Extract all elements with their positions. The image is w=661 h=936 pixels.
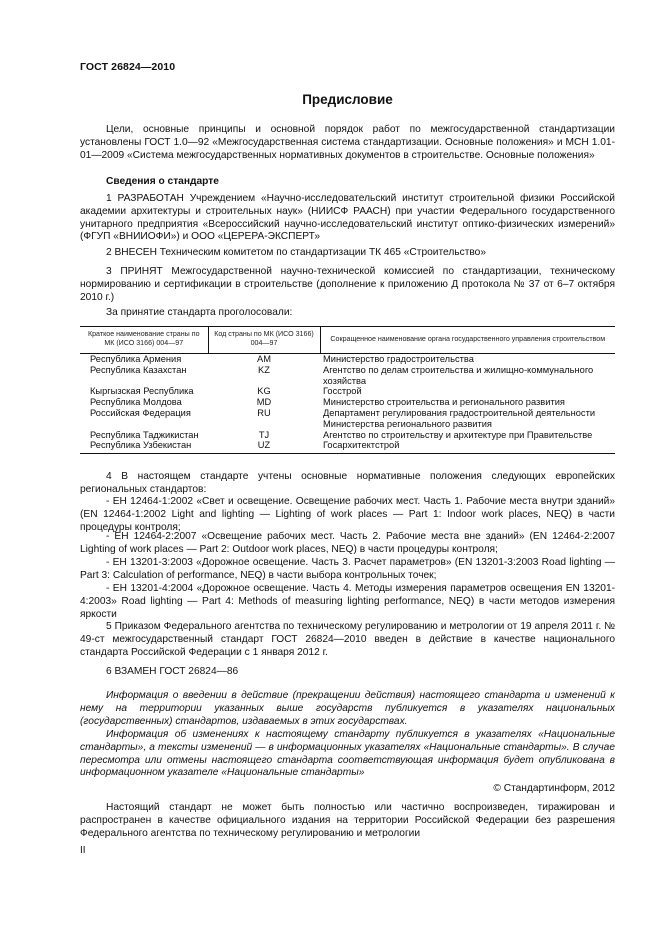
item-4: 4 В настоящем стандарте учтены основные нормативные положения следующих европейских региональных стандартов: xyxy=(80,471,615,495)
intro-paragraph: Цели, основные принципы и основной порядок работ по межгосударственной стандартизации установлены ГОСТ 1.0—92 «Межгосударственная система стандартизации. Основные положения» и МСН 1.01-01—2009 «Система межгосударственных нормативных документов в строительстве. Основные положения» xyxy=(80,124,615,161)
table-row xyxy=(80,397,615,408)
header-country-name: Краткое наименование страны по МК (ИСО 3166) 004—97 xyxy=(80,327,208,354)
page-title: Предисловие xyxy=(302,92,393,107)
states-table xyxy=(80,326,615,454)
country-code: UZ xyxy=(208,440,320,453)
authority-name: Министерство градостроительства xyxy=(323,354,474,364)
reproduction-notice: Настоящий стандарт не может быть полностью или частично воспроизведен, тиражирован и распространен в качестве официального издания на территории Российской Федерации без разрешения Федерального агентства по техническому регулированию и метрологии xyxy=(80,802,615,839)
header-authority: Сокращенное наименование органа государственного управления строительством xyxy=(320,327,615,354)
item-5: 5 Приказом Федерального агентства по техническому регулированию и метрологии от 19 апреля 2011 г. № 49-ст межгосударственный стандарт ГОСТ 26824—2010 введен в действие в качестве национального стандарта Российской Федерации с 1 января 2012 г. xyxy=(80,621,615,658)
vote-line: За принятие стандарта проголосовали: xyxy=(106,307,293,318)
country-code: AM xyxy=(257,354,271,364)
authority-name: Министерство строительства и регионального развития xyxy=(323,397,565,408)
country-name: Республика Узбекистан xyxy=(80,440,208,453)
authority-name: Департамент регулирования градостроительной деятельности Министерства регионального развития xyxy=(323,407,596,429)
item-4-list-item: - ЕН 12464-1:2002 «Свет и освещение. Освещение рабочих мест. Часть 1. Рабочие места внутри зданий» (EN 12464-1:2002 Light and lighting — Lighting of work places — Part 1: Indoor work places, NEQ) в части процедуры контроля; xyxy=(80,496,615,533)
page-number: II xyxy=(80,845,86,856)
table-row xyxy=(80,354,615,365)
table-row xyxy=(80,430,615,441)
country-code: TJ xyxy=(258,429,270,440)
copyright: © Стандартинформ, 2012 xyxy=(493,783,615,794)
item-4-list-item: - ЕН 12464-2:2007 «Освещение рабочих мест. Часть 2. Рабочие места вне зданий» (EN 12464-2:2007 Lighting of work places — Part 2: Outdoor work places, NEQ) в части процедуры контроля; xyxy=(80,531,615,555)
authority-name: Госархитектстрой xyxy=(320,440,615,453)
country-code: KG xyxy=(257,386,271,397)
country-name: Республика Таджикистан xyxy=(90,429,199,440)
doc-code: ГОСТ 26824—2010 xyxy=(80,61,176,73)
country-code: MD xyxy=(256,397,272,408)
country-name: Республика Молдова xyxy=(90,397,182,408)
header-country-code: Код страны по МК (ИСО 3166) 004—97 xyxy=(208,327,320,354)
item-6: 6 ВЗАМЕН ГОСТ 26824—86 xyxy=(106,666,239,677)
table-row xyxy=(80,440,615,453)
country-name: Республика Казахстан xyxy=(90,364,187,375)
item-1: 1 РАЗРАБОТАН Учреждением «Научно-исследовательский институт строительной физики Российской академии архитектуры и строительных наук» (НИИСФ РААСН) при участии Федерального государственного унитарного предприятия «Всероссийский научно-исследовательский институт оптико-физических измерений» (ФГУП «ВНИИОФИ») и ООО «ЦЕРЕРА-ЭКСПЕРТ» xyxy=(80,193,615,243)
table-row xyxy=(80,365,615,387)
item-2: 2 ВНЕСЕН Техническим комитетом по стандартизации ТК 465 «Строительство» xyxy=(106,247,486,258)
authority-name: Госстрой xyxy=(323,386,362,397)
authority-name: Агентство по строительству и архитектуре при Правительстве xyxy=(323,429,593,440)
item-4-list-item: - ЕН 13201-3:2003 «Дорожное освещение. Часть 3. Расчет параметров» (EN 13201-3:2003 Road lighting — Part 3: Calculation of performance, NEQ) в части выбора контрольных точек; xyxy=(80,557,615,581)
country-name: Кыргызская Республика xyxy=(90,386,194,397)
authority-name: Агентство по делам строительства и жилищно-коммунального хозяйства xyxy=(323,364,594,386)
item-4-list-item: - ЕН 13201-4:2004 «Дорожное освещение. Часть 4. Методы измерения параметров освещения EN 13201-4:2003» Road lighting — Part 4: Methods of measuring lighting performance, NEQ) в части методов измерения яркости xyxy=(80,583,615,620)
item-3: 3 ПРИНЯТ Межгосударственной научно-технической комиссией по стандартизации, техническому нормированию и сертификации в строительстве (дополнение к приложению Д протокола № 37 от 6–7 октября 2010 г.) xyxy=(80,266,615,303)
country-name: Республика Армения xyxy=(90,354,182,364)
info-paragraph-2: Информация об изменениях к настоящему стандарту публикуется в указателях «Национальные стандарты», а тексты изменений — в информационных указателях «Национальные стандарты». В случае пересмотра или отмены настоящего стандарта соответствующая информация будет опубликована в информационном указателе «Национальные стандарты» xyxy=(80,729,615,779)
country-name: Российская Федерация xyxy=(90,407,191,418)
country-code: KZ xyxy=(258,364,270,375)
table-row xyxy=(80,408,615,430)
section-title: Сведения о стандарте xyxy=(106,176,219,187)
country-code: RU xyxy=(257,407,271,418)
info-paragraph-1: Информация о введении в действие (прекращении действия) настоящего стандарта и изменений к нему на территории указанных выше государств публикуется в указателях национальных (государственных) стандартов, издаваемых в этих государствах. xyxy=(80,690,615,727)
table-header-row xyxy=(80,327,615,354)
table-row xyxy=(80,386,615,397)
